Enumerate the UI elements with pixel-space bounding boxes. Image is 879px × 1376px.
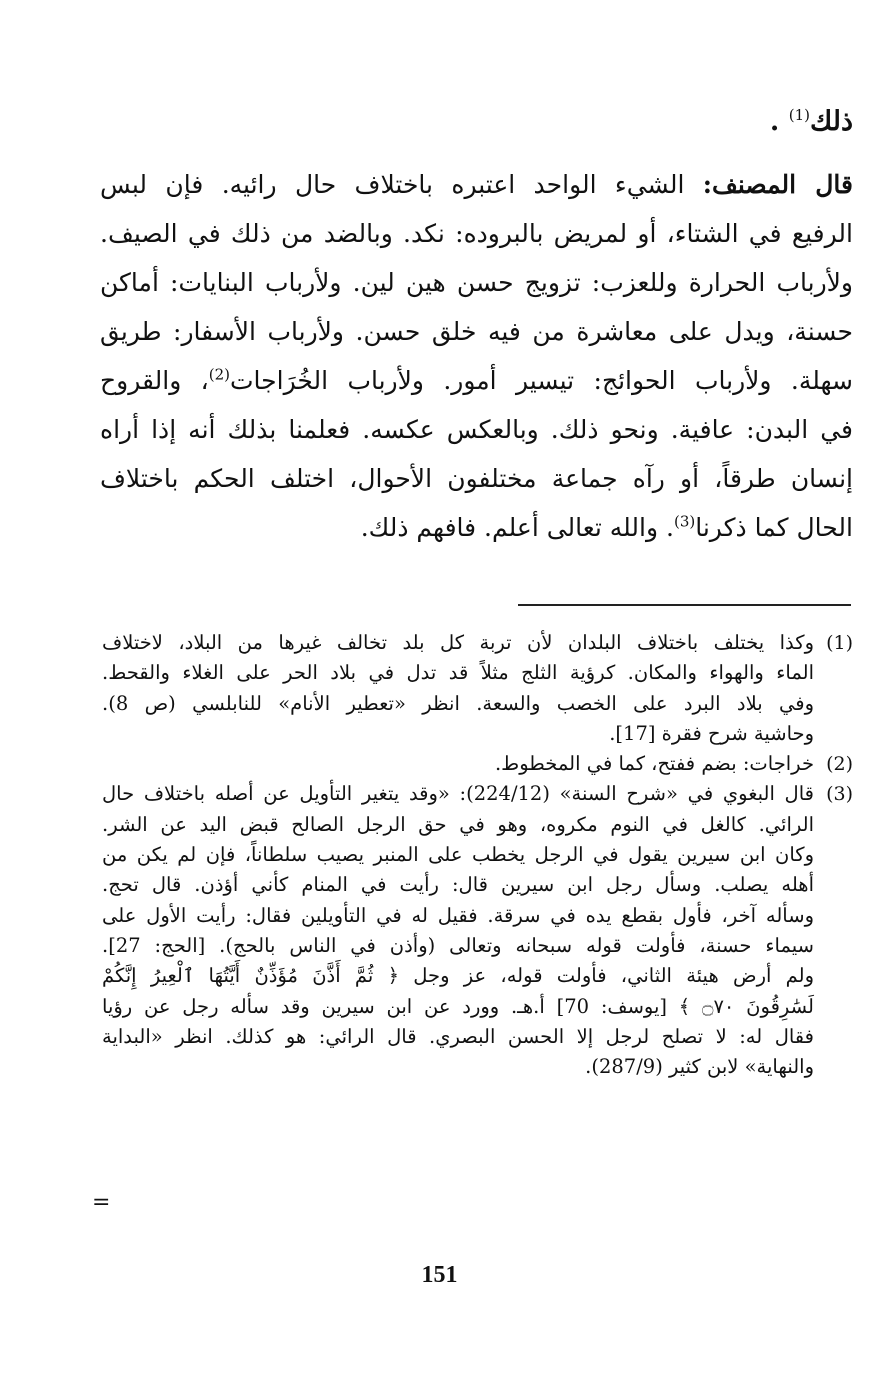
body-line — [100, 160, 853, 209]
footnote-1 — [102, 628, 853, 749]
body-line-text: الشيء الواحد اعتبره باختلاف حال رائيه. فإن لبس — [100, 170, 703, 199]
opening-line — [770, 106, 853, 137]
continuation-mark: = — [92, 1190, 111, 1215]
body-line — [100, 307, 853, 356]
footnote-line: أهله يصلب. وسأل رجل ابن سيرين قال: رأيت في المنام كأني أؤذن. قال تحج. — [102, 873, 814, 897]
footnote-ref-3: (3) — [673, 512, 696, 531]
footnote-body — [102, 628, 814, 749]
body-line — [100, 405, 853, 454]
footnote-line: الماء والهواء والمكان. كرؤية الثلج مثلاً قد تدل في بلاد الحر على الغلاء والقحط. — [102, 661, 814, 685]
body-line — [100, 209, 853, 258]
author-label: قال المصنف: — [702, 170, 853, 199]
opening-end: . — [769, 106, 780, 137]
footnote-separator — [518, 604, 851, 606]
footnote-line: ولم أرض هيئة الثاني، فأولت قوله، عز وجل ﴿ ثُمَّ أَذَّنَ مُؤَذِّنٌ أَيَّتُهَا ٱلْعِيرُ إِنَّكُمْ — [102, 964, 814, 988]
body-line-text: في البدن: عافية. ونحو ذلك. وبالعكس عكسه. فعلمنا بذلك أنه إذا أراه — [100, 415, 853, 444]
footnote-body — [102, 749, 814, 779]
footnote-ref-2: (2) — [208, 365, 231, 384]
footnote-line: وكان ابن سيرين يقول في الرجل يخطب على المنبر يصيب سلطاناً، فإن لم يكن من — [102, 843, 814, 867]
footnote-line: قال البغوي في «شرح السنة» (224/12): «وقد يتغير التأويل عن أصله باختلاف حال — [102, 782, 814, 806]
body-line — [100, 258, 853, 307]
footnote-number: (1) — [826, 632, 853, 654]
footnote-2 — [102, 749, 853, 779]
footnote-number: (2) — [826, 753, 853, 776]
body-line — [100, 454, 853, 503]
footnotes — [102, 628, 853, 1082]
footnote-3 — [102, 779, 853, 1082]
body-line-text: الحال كما ذكرنا — [695, 513, 853, 542]
body-line-text: حسنة، ويدل على معاشرة من فيه خلق حسن. ولأرباب الأسفار: طريق — [100, 317, 853, 346]
body-line-text: الرفيع في الشتاء، أو لمريض بالبروده: نكد. وبالضد من ذلك في الصيف. — [100, 219, 853, 248]
body-line-tail: . والله تعالى أعلم. فافهم ذلك. — [360, 513, 674, 542]
footnote-line: والنهاية» لابن كثير (287/9). — [585, 1055, 814, 1079]
footnote-line: الرائي. كالغل في النوم مكروه، وهو في حق الرجل الصالح قبض اليد عن الشر. — [102, 812, 814, 836]
body-line-text: إنسان طرقاً، أو رآه جماعة مختلفون الأحوال، اختلف الحكم باختلاف — [100, 464, 853, 493]
footnote-line: لَسَٰرِقُونَ ۝٧٠ ﴾ [يوسف: 70] أ.هـ. وورد عن ابن سيرين وقد سأله رجل عن رؤيا — [102, 994, 814, 1018]
footnote-body — [102, 779, 814, 1082]
body-line — [100, 503, 853, 552]
body-line-text: ولأرباب الحرارة وللعزب: تزويج حسن هين لين. ولأرباب البنايات: أماكن — [100, 268, 853, 297]
body-line — [100, 356, 853, 405]
body-line-text: سهلة. ولأرباب الحوائج: تيسير أمور. ولأرباب الخُرَاجات — [230, 366, 853, 395]
footnote-line: فقال له: لا تصلح لرجل إلا الحسن البصري. قال الرائي: هو كذلك. انظر «البداية — [102, 1024, 814, 1048]
footnote-number: (3) — [826, 783, 853, 806]
footnote-line: سيماء حسنة، فأولت قوله سبحانه وتعالى (وأذن في الناس بالحج). [الحج: 27]. — [102, 933, 814, 957]
footnote-line: وحاشية شرح فقرة [17]. — [609, 721, 814, 745]
footnote-line: خراجات: بضم ففتح، كما في المخطوط. — [494, 752, 814, 776]
main-paragraph — [100, 160, 853, 552]
footnote-line: وسأله آخر، فأول بقطع يده في سرقة. فقيل له في التأويلين فقال: رأيت الأول على — [102, 903, 814, 927]
page-number: 151 — [421, 1262, 458, 1288]
footnote-line: وكذا يختلف باختلاف البلدان لأن تربة كل بلد تخالف غيرها من البلاد، لاختلاف — [102, 631, 814, 654]
opening-text: ذلك — [809, 106, 853, 137]
footnote-ref-1: (1) — [788, 106, 810, 124]
footnote-line: وفي بلاد البرد على الخصب والسعة. انظر «تعطير الأنام» للنابلسي (ص 8). — [102, 691, 814, 715]
body-line-tail: ، والقروح — [100, 366, 209, 395]
